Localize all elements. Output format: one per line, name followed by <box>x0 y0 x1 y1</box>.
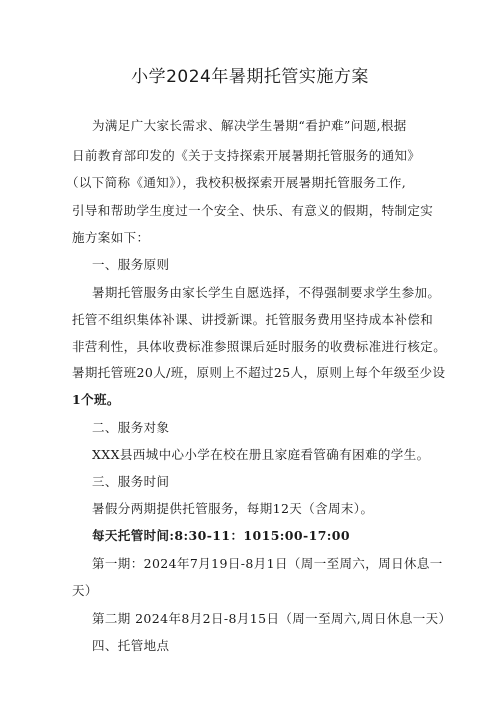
section-line: 暑期托管服务由家长学生自愿选择，不得强制要求学生参加。 <box>92 285 441 300</box>
section-heading: 一、服务原则 <box>92 257 170 272</box>
section-line: 每天托管时间:8:30-11：1015:00-17:00 <box>92 528 350 543</box>
intro-line: 日前教育部印发的《关于支持探索开展暑期托管服务的通知》 <box>72 148 421 163</box>
section-line: 第二期 2024年8月2日-8月15日（周一至周六,周日休息一天） <box>92 611 452 626</box>
intro-line: （以下简称《通知》），我校积极探索开展暑期托管服务工作, <box>66 175 407 190</box>
section-line: 暑期托管班20人/班，原则上不超过25人，原则上每个年级至少设 <box>72 365 446 380</box>
section-line: 非营利性，具体收费标准参照课后延时服务的收费标准进行核定。 <box>72 339 447 354</box>
document-title: 小学2024年暑期托管实施方案 <box>131 67 369 87</box>
section-line: 1个班。 <box>72 392 120 407</box>
section-line: 托管不组织集体补课、讲授新课。托管服务费用坚持成本补偿和 <box>72 312 434 327</box>
section-line: 第一期：2024年7月19日-8月1日（周一至周六，周日休息一 <box>92 556 443 571</box>
intro-line: 引导和帮助学生度过一个安全、快乐、有意义的假期，特制定实 <box>72 203 434 218</box>
intro-line: 施方案如下： <box>72 230 150 245</box>
intro-line: 为满足广大家长需求、解决学生暑期“看护难”问题,根据 <box>92 118 407 133</box>
section-line: XXX县西城中心小学在校在册且家庭看管确有困难的学生。 <box>92 447 430 462</box>
section-line: 暑假分两期提供托管服务，每期12天（含周末）。 <box>92 501 374 516</box>
section-heading: 四、托管地点 <box>92 638 170 653</box>
section-heading: 二、服务对象 <box>92 420 170 435</box>
section-heading: 三、服务时间 <box>92 474 170 489</box>
section-line: 天） <box>72 583 98 598</box>
